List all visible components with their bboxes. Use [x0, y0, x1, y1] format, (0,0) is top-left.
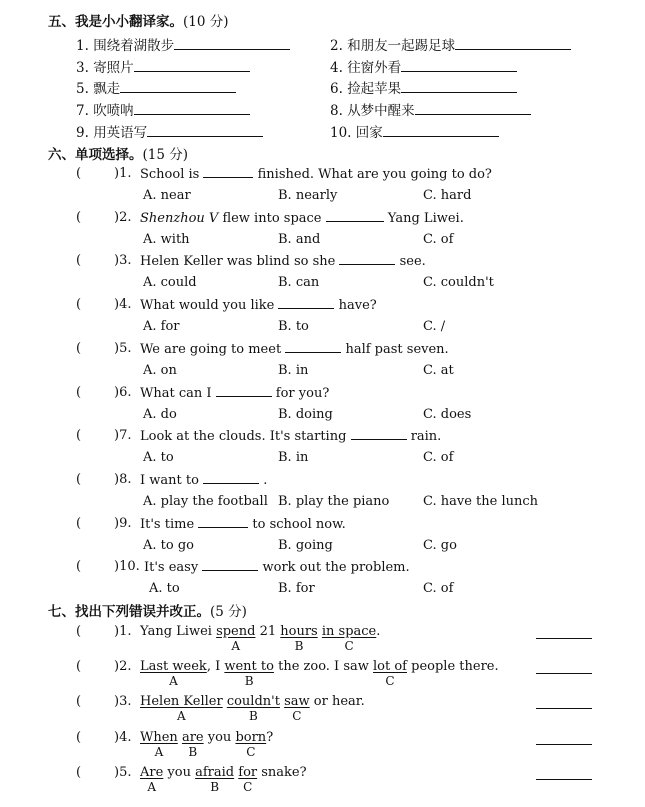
answer-paren[interactable]: ( — [76, 166, 82, 181]
question-number: )6. — [114, 385, 132, 400]
option-c[interactable]: C. does — [423, 407, 472, 422]
option-c[interactable]: C. have the lunch — [423, 494, 539, 509]
mcq-question-7 — [76, 428, 596, 448]
question-stem: It's easy work out the problem. — [144, 560, 410, 575]
section-5-heading — [48, 10, 229, 30]
option-a[interactable]: A. to — [143, 450, 174, 465]
fill-blank[interactable] — [216, 385, 272, 397]
fill-blank[interactable] — [198, 516, 248, 528]
option-c[interactable]: C. hard — [423, 188, 472, 203]
correction-line-4[interactable] — [536, 734, 592, 745]
section-7-points: (5 分) — [210, 604, 247, 620]
question-number: )2. — [114, 210, 132, 225]
fill-blank[interactable] — [351, 428, 407, 440]
answer-line[interactable] — [134, 102, 250, 115]
fill-blank[interactable] — [278, 297, 334, 309]
option-a[interactable]: A. to — [149, 581, 180, 596]
mcq-question-10 — [76, 559, 596, 579]
option-b[interactable]: B. and — [278, 232, 321, 247]
vocab-item-2: 2. 和朋友一起踢足球 — [330, 34, 571, 54]
error-question-2: ( )2. Last week A , I went to B the zoo. I saw lot of C people there. — [76, 659, 499, 688]
option-b[interactable]: B. doing — [278, 407, 333, 422]
option-b[interactable]: B. in — [278, 450, 309, 465]
mcq-question-6 — [76, 385, 596, 405]
answer-line[interactable] — [401, 80, 517, 93]
fill-blank[interactable] — [203, 472, 259, 484]
option-c[interactable]: C. of — [423, 450, 454, 465]
option-a[interactable]: A. near — [143, 188, 191, 203]
question-number: )5. — [114, 341, 132, 356]
option-c[interactable]: C. go — [423, 538, 457, 553]
underlined-part-a[interactable]: Helen Keller A — [140, 694, 223, 723]
answer-paren[interactable]: ( — [76, 341, 82, 356]
error-question-5: ( )5. Are A you afraid B for C snake? — [76, 765, 307, 794]
option-b[interactable]: B. play the piano — [278, 494, 390, 509]
answer-paren[interactable]: ( — [76, 472, 82, 487]
question-stem: School is finished. What are you going to do? — [140, 167, 492, 182]
option-b[interactable]: B. nearly — [278, 188, 338, 203]
option-a[interactable]: A. on — [143, 363, 177, 378]
option-c[interactable]: C. couldn't — [423, 275, 494, 290]
vocab-item-8: 8. 从梦中醒来 — [330, 99, 531, 119]
vocab-item-5: 5. 飘走 — [76, 77, 236, 97]
vocab-item-3: 3. 寄照片 — [76, 56, 250, 76]
option-c[interactable]: C. at — [423, 363, 454, 378]
vocab-item-10: 10. 回家 — [330, 121, 499, 141]
correction-line-5[interactable] — [536, 769, 592, 780]
answer-line[interactable] — [134, 59, 250, 72]
answer-paren[interactable]: ( — [76, 210, 82, 225]
option-a[interactable]: A. to go — [143, 538, 194, 553]
fill-blank[interactable] — [202, 559, 258, 571]
option-a[interactable]: A. for — [143, 319, 180, 334]
answer-line[interactable] — [174, 37, 290, 50]
correction-line-2[interactable] — [536, 663, 592, 674]
question-stem: What would you like have? — [140, 298, 377, 313]
option-b[interactable]: B. to — [278, 319, 309, 334]
section-6-heading — [48, 143, 188, 163]
answer-paren[interactable]: ( — [76, 253, 82, 268]
fill-blank[interactable] — [203, 166, 253, 178]
option-b[interactable]: B. for — [278, 581, 315, 596]
question-number: )10. — [114, 559, 140, 574]
underlined-part-c[interactable]: lot of C — [373, 659, 407, 688]
error-question-4: ( )4. When A are B you born C ? — [76, 730, 274, 759]
error-question-3: ( )3. Helen Keller A couldn't B saw C or hear. — [76, 694, 365, 723]
vocab-item-9: 9. 用英语写 — [76, 121, 263, 141]
vocab-item-6: 6. 捡起苹果 — [330, 77, 517, 97]
option-b[interactable]: B. in — [278, 363, 309, 378]
underlined-part-a[interactable]: Are A — [140, 765, 164, 794]
section-7-heading — [48, 600, 247, 620]
vocab-item-7: 7. 吹喷呐 — [76, 99, 250, 119]
answer-paren[interactable]: ( — [76, 428, 82, 443]
section-6-points: (15 分) — [142, 147, 189, 163]
underlined-part-b[interactable]: couldn't B — [226, 694, 280, 723]
underlined-part-c[interactable]: saw C — [284, 694, 310, 723]
mcq-question-3 — [76, 253, 596, 273]
option-c[interactable]: C. of — [423, 232, 454, 247]
mcq-question-4 — [76, 297, 596, 317]
section-7-title: 七、找出下列错误并改正。 — [48, 604, 210, 620]
section-6-title: 六、单项选择。 — [48, 147, 143, 163]
correction-line-3[interactable] — [536, 698, 592, 709]
answer-line[interactable] — [120, 80, 236, 93]
underlined-part-b[interactable]: went to B — [224, 659, 274, 688]
correction-line-1[interactable] — [536, 628, 592, 639]
underlined-part-c[interactable]: born C — [235, 730, 267, 759]
answer-paren[interactable]: ( — [76, 385, 82, 400]
mcq-question-8 — [76, 472, 596, 492]
question-stem: We are going to meet half past seven. — [140, 342, 449, 357]
option-c[interactable]: C. of — [423, 581, 454, 596]
vocab-item-1: 1. 围绕着湖散步 — [76, 34, 290, 54]
underlined-part-b[interactable]: afraid B — [195, 765, 235, 794]
underlined-part-a[interactable]: When A — [140, 730, 178, 759]
mcq-question-1 — [76, 166, 596, 186]
option-a[interactable]: A. could — [143, 275, 197, 290]
question-stem: Helen Keller was blind so she see. — [140, 254, 426, 269]
answer-line[interactable] — [415, 102, 531, 115]
answer-line[interactable] — [383, 124, 499, 137]
question-number: )7. — [114, 428, 132, 443]
underlined-part-c[interactable]: for C — [238, 765, 258, 794]
underlined-part-b[interactable]: hours B — [280, 624, 318, 653]
question-stem: What can I for you? — [140, 386, 330, 401]
fill-blank[interactable] — [326, 210, 384, 222]
question-stem: Look at the clouds. It's starting rain. — [140, 429, 442, 444]
option-c[interactable]: C. / — [423, 319, 446, 334]
mcq-question-5 — [76, 341, 596, 361]
question-stem: I want to . — [140, 473, 268, 488]
question-number: )4. — [114, 297, 132, 312]
answer-line[interactable] — [401, 59, 517, 72]
section-5-title: 五、我是小小翻译家。 — [48, 14, 183, 30]
question-number: )3. — [114, 253, 132, 268]
answer-line[interactable] — [147, 124, 263, 137]
option-a[interactable]: A. do — [143, 407, 177, 422]
underlined-part-a[interactable]: spend A — [216, 624, 256, 653]
question-stem: It's time to school now. — [140, 517, 346, 532]
question-stem: Shenzhou V flew into space Yang Liwei. — [140, 211, 464, 226]
underlined-part-b[interactable]: are B — [181, 730, 204, 759]
answer-paren[interactable]: ( — [76, 559, 82, 574]
mcq-question-2 — [76, 210, 596, 230]
question-number: )9. — [114, 516, 132, 531]
question-number: )1. — [114, 166, 132, 181]
fill-blank[interactable] — [339, 253, 395, 265]
vocab-item-4: 4. 往窗外看 — [330, 56, 517, 76]
question-number: )8. — [114, 472, 132, 487]
answer-line[interactable] — [455, 37, 571, 50]
option-a[interactable]: A. with — [143, 232, 190, 247]
underlined-part-c[interactable]: in space C — [321, 624, 377, 653]
option-b[interactable]: B. can — [278, 275, 320, 290]
underlined-part-a[interactable]: Last week A — [140, 659, 207, 688]
option-a[interactable]: A. play the football — [143, 494, 268, 509]
option-b[interactable]: B. going — [278, 538, 333, 553]
mcq-question-9 — [76, 516, 596, 536]
error-question-1: ( )1. Yang Liwei spend A 21 hours B in space C . — [76, 624, 381, 653]
answer-paren[interactable]: ( — [76, 516, 82, 531]
section-5-points: (10 分) — [183, 14, 229, 30]
fill-blank[interactable] — [285, 341, 341, 353]
answer-paren[interactable]: ( — [76, 297, 82, 312]
